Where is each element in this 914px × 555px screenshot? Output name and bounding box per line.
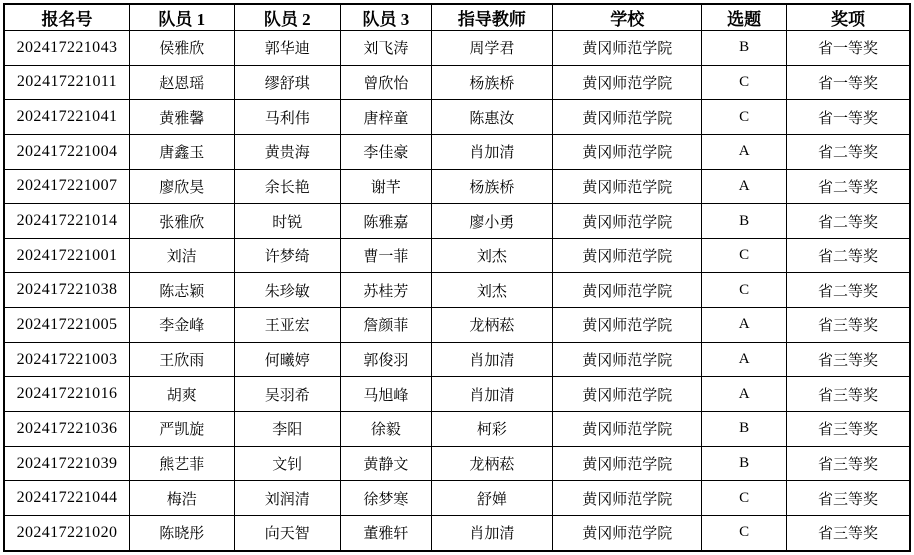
cell-member-2: 向天智 — [234, 515, 341, 551]
cell-registration-no: 202417221011 — [4, 65, 129, 100]
cell-award: 省三等奖 — [786, 412, 910, 447]
table-row — [4, 100, 910, 135]
cell-topic: A — [702, 134, 787, 169]
table-row — [4, 515, 910, 551]
cell-advisor: 舒婵 — [431, 481, 552, 516]
cell-award: 省二等奖 — [786, 238, 910, 273]
cell-member-3: 李佳豪 — [341, 134, 432, 169]
cell-advisor: 廖小勇 — [431, 204, 552, 239]
header-member-1: 队员 1 — [129, 4, 234, 31]
cell-advisor: 刘杰 — [431, 273, 552, 308]
cell-member-3: 董雅轩 — [341, 515, 432, 551]
header-registration-no: 报名号 — [4, 4, 129, 31]
cell-member-1: 梅浩 — [129, 481, 234, 516]
table-row — [4, 31, 910, 66]
cell-member-2: 朱珍敏 — [234, 273, 341, 308]
cell-member-1: 张雅欣 — [129, 204, 234, 239]
cell-member-3: 苏桂芳 — [341, 273, 432, 308]
results-table — [3, 3, 911, 552]
header-award: 奖项 — [786, 4, 910, 31]
header-topic: 选题 — [702, 4, 787, 31]
cell-award: 省一等奖 — [786, 100, 910, 135]
header-row — [4, 4, 910, 31]
cell-advisor: 杨族桥 — [431, 169, 552, 204]
cell-member-1: 侯雅欣 — [129, 31, 234, 66]
cell-member-3: 詹颜菲 — [341, 308, 432, 343]
cell-school: 黄冈师范学院 — [553, 204, 702, 239]
header-advisor: 指导教师 — [431, 4, 552, 31]
cell-member-3: 曾欣怡 — [341, 65, 432, 100]
cell-member-1: 陈志颖 — [129, 273, 234, 308]
cell-member-1: 黄雅馨 — [129, 100, 234, 135]
cell-member-3: 唐梓童 — [341, 100, 432, 135]
cell-registration-no: 202417221001 — [4, 238, 129, 273]
cell-topic: A — [702, 308, 787, 343]
cell-member-3: 谢芊 — [341, 169, 432, 204]
cell-member-1: 廖欣昊 — [129, 169, 234, 204]
cell-member-3: 徐毅 — [341, 412, 432, 447]
header-member-2: 队员 2 — [234, 4, 341, 31]
cell-member-1: 赵恩瑶 — [129, 65, 234, 100]
cell-school: 黄冈师范学院 — [553, 31, 702, 66]
cell-member-3: 郭俊羽 — [341, 342, 432, 377]
cell-advisor: 龙柄菘 — [431, 446, 552, 481]
cell-school: 黄冈师范学院 — [553, 412, 702, 447]
cell-school: 黄冈师范学院 — [553, 515, 702, 551]
cell-award: 省三等奖 — [786, 377, 910, 412]
cell-advisor: 肖加清 — [431, 134, 552, 169]
cell-registration-no: 202417221004 — [4, 134, 129, 169]
cell-award: 省二等奖 — [786, 273, 910, 308]
table-row — [4, 446, 910, 481]
cell-registration-no: 202417221005 — [4, 308, 129, 343]
cell-member-2: 吴羽希 — [234, 377, 341, 412]
cell-advisor: 龙柄菘 — [431, 308, 552, 343]
cell-award: 省一等奖 — [786, 65, 910, 100]
cell-member-1: 刘洁 — [129, 238, 234, 273]
cell-school: 黄冈师范学院 — [553, 308, 702, 343]
cell-member-1: 严凯旋 — [129, 412, 234, 447]
cell-member-2: 何曦婷 — [234, 342, 341, 377]
table-row — [4, 273, 910, 308]
cell-member-1: 王欣雨 — [129, 342, 234, 377]
cell-member-2: 文钊 — [234, 446, 341, 481]
cell-registration-no: 202417221039 — [4, 446, 129, 481]
cell-topic: B — [702, 446, 787, 481]
cell-school: 黄冈师范学院 — [553, 169, 702, 204]
cell-advisor: 杨族桥 — [431, 65, 552, 100]
cell-registration-no: 202417221003 — [4, 342, 129, 377]
cell-member-2: 郭华迪 — [234, 31, 341, 66]
cell-advisor: 陈惠汝 — [431, 100, 552, 135]
cell-topic: C — [702, 65, 787, 100]
cell-topic: C — [702, 273, 787, 308]
cell-registration-no: 202417221041 — [4, 100, 129, 135]
cell-member-1: 熊艺菲 — [129, 446, 234, 481]
cell-topic: C — [702, 481, 787, 516]
cell-registration-no: 202417221016 — [4, 377, 129, 412]
cell-member-1: 李金峰 — [129, 308, 234, 343]
cell-member-3: 黄静文 — [341, 446, 432, 481]
cell-school: 黄冈师范学院 — [553, 481, 702, 516]
cell-member-2: 马利伟 — [234, 100, 341, 135]
cell-advisor: 肖加清 — [431, 342, 552, 377]
table-row — [4, 204, 910, 239]
cell-school: 黄冈师范学院 — [553, 238, 702, 273]
cell-award: 省三等奖 — [786, 481, 910, 516]
cell-registration-no: 202417221014 — [4, 204, 129, 239]
cell-topic: C — [702, 238, 787, 273]
cell-award: 省三等奖 — [786, 342, 910, 377]
cell-advisor: 周学君 — [431, 31, 552, 66]
cell-award: 省三等奖 — [786, 308, 910, 343]
cell-registration-no: 202417221044 — [4, 481, 129, 516]
cell-school: 黄冈师范学院 — [553, 65, 702, 100]
table-row — [4, 481, 910, 516]
cell-member-1: 唐鑫玉 — [129, 134, 234, 169]
cell-topic: C — [702, 515, 787, 551]
cell-member-3: 曹一菲 — [341, 238, 432, 273]
table-row — [4, 308, 910, 343]
cell-school: 黄冈师范学院 — [553, 100, 702, 135]
cell-member-2: 王亚宏 — [234, 308, 341, 343]
cell-member-2: 李阳 — [234, 412, 341, 447]
cell-member-2: 余长艳 — [234, 169, 341, 204]
cell-school: 黄冈师范学院 — [553, 377, 702, 412]
cell-school: 黄冈师范学院 — [553, 446, 702, 481]
cell-advisor: 肖加清 — [431, 515, 552, 551]
cell-school: 黄冈师范学院 — [553, 342, 702, 377]
cell-topic: A — [702, 342, 787, 377]
cell-topic: B — [702, 204, 787, 239]
table-row — [4, 238, 910, 273]
cell-registration-no: 202417221038 — [4, 273, 129, 308]
cell-topic: C — [702, 100, 787, 135]
cell-advisor: 刘杰 — [431, 238, 552, 273]
cell-member-2: 时锐 — [234, 204, 341, 239]
cell-member-2: 黄贵海 — [234, 134, 341, 169]
cell-member-3: 马旭峰 — [341, 377, 432, 412]
cell-member-2: 许梦绮 — [234, 238, 341, 273]
table-row — [4, 342, 910, 377]
table-row — [4, 65, 910, 100]
cell-member-3: 陈雅嘉 — [341, 204, 432, 239]
cell-member-2: 缪舒琪 — [234, 65, 341, 100]
cell-school: 黄冈师范学院 — [553, 134, 702, 169]
cell-award: 省一等奖 — [786, 31, 910, 66]
cell-registration-no: 202417221007 — [4, 169, 129, 204]
table-row — [4, 169, 910, 204]
cell-registration-no: 202417221043 — [4, 31, 129, 66]
table-row — [4, 134, 910, 169]
table-row — [4, 412, 910, 447]
cell-award: 省二等奖 — [786, 134, 910, 169]
header-member-3: 队员 3 — [341, 4, 432, 31]
table-row — [4, 377, 910, 412]
cell-award: 省二等奖 — [786, 169, 910, 204]
cell-member-2: 刘润清 — [234, 481, 341, 516]
cell-topic: A — [702, 169, 787, 204]
cell-topic: B — [702, 31, 787, 66]
cell-registration-no: 202417221020 — [4, 515, 129, 551]
cell-member-1: 陈晓彤 — [129, 515, 234, 551]
cell-award: 省三等奖 — [786, 446, 910, 481]
cell-member-1: 胡爽 — [129, 377, 234, 412]
cell-school: 黄冈师范学院 — [553, 273, 702, 308]
cell-advisor: 柯彩 — [431, 412, 552, 447]
cell-advisor: 肖加清 — [431, 377, 552, 412]
cell-member-3: 刘飞涛 — [341, 31, 432, 66]
cell-registration-no: 202417221036 — [4, 412, 129, 447]
cell-topic: B — [702, 412, 787, 447]
header-school: 学校 — [553, 4, 702, 31]
cell-award: 省三等奖 — [786, 515, 910, 551]
cell-member-3: 徐梦寒 — [341, 481, 432, 516]
table-body — [4, 31, 910, 552]
cell-award: 省二等奖 — [786, 204, 910, 239]
cell-topic: A — [702, 377, 787, 412]
